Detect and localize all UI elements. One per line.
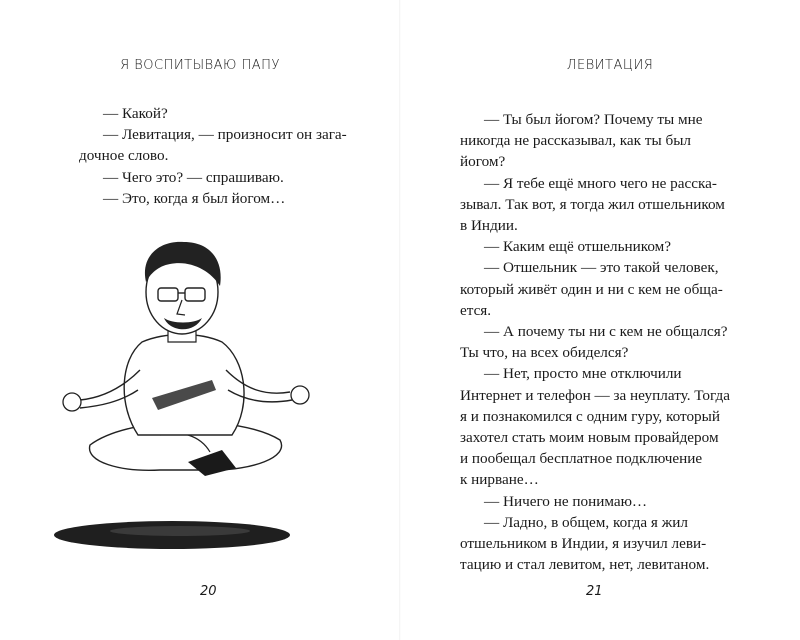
text-line: — Ладно, в общем, когда я жил bbox=[484, 513, 688, 531]
text-line: никогда не рассказывал, как ты был bbox=[460, 132, 691, 150]
text-line: в Индии. bbox=[460, 217, 518, 235]
text-line: ется. bbox=[460, 301, 492, 319]
text-line: и пообещал бесплатное подключение bbox=[460, 450, 703, 468]
text-line: дочное слово. bbox=[79, 147, 169, 165]
text-line: — Левитация, — произносит он зага- bbox=[103, 126, 347, 144]
text-line: — А почему ты ни с кем не общался? bbox=[484, 323, 728, 341]
text-line: тацию и стал левитом, нет, левитаном. bbox=[460, 556, 710, 574]
text-line: — Какой? bbox=[103, 105, 168, 122]
running-head-left: Я ВОСПИТЫВАЮ ПАПУ bbox=[120, 58, 280, 73]
torso bbox=[124, 335, 244, 436]
floor-shadow-highlight bbox=[110, 526, 250, 536]
text-line: — Ты был йогом? Почему ты мне bbox=[484, 111, 703, 128]
right-page-text bbox=[460, 109, 750, 575]
text-line: — Нет, просто мне отключили bbox=[484, 365, 682, 383]
left-page-text bbox=[79, 103, 347, 209]
running-head-right: ЛЕВИТАЦИЯ bbox=[566, 58, 654, 73]
text-line: — Это, когда я был йогом… bbox=[103, 189, 286, 207]
yogi-illustration bbox=[40, 230, 340, 560]
text-line: зывал. Так вот, я тогда жил отшельником bbox=[460, 195, 725, 213]
text-line: — Отшельник — это такой человек, bbox=[484, 259, 719, 277]
text-line: Ты что, на всех обиделся? bbox=[460, 344, 629, 362]
right-hand bbox=[291, 386, 309, 404]
text-line: йогом? bbox=[460, 153, 506, 171]
text-line: — Чего это? — спрашиваю. bbox=[103, 168, 284, 186]
page-number-right: 21 bbox=[586, 584, 603, 599]
text-line: Интернет и телефон — за неуплату. Тогда bbox=[460, 386, 730, 404]
text-line: отшельником в Индии, я изучил леви- bbox=[460, 535, 707, 553]
text-line: — Каким ещё отшельником? bbox=[484, 238, 672, 256]
text-line: к нирване… bbox=[460, 471, 539, 489]
text-line: который живёт один и ни с кем не обща- bbox=[460, 280, 723, 298]
right-page bbox=[400, 0, 800, 640]
text-line: — Ничего не понимаю… bbox=[484, 492, 648, 510]
text-line: — Я тебе ещё много чего не расска- bbox=[484, 174, 717, 192]
page-number-left: 20 bbox=[200, 584, 217, 599]
text-line: захотел стать моим новым провайдером bbox=[460, 429, 719, 447]
text-line: я и познакомился с одним гуру, который bbox=[460, 407, 720, 425]
left-hand bbox=[63, 393, 81, 411]
